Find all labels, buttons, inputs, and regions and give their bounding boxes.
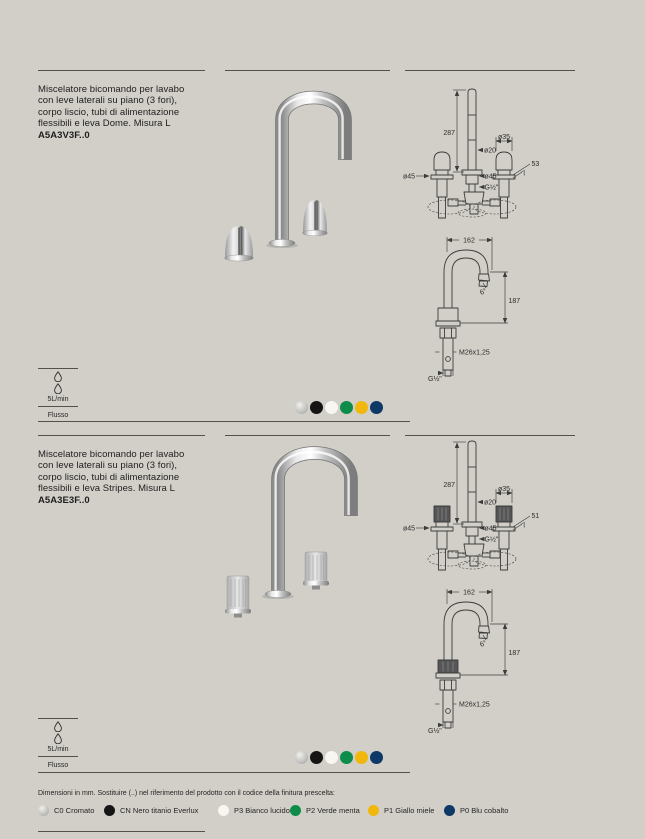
legend-label: P1 Giallo miele [384,806,435,815]
dim-lever-top-diameter: ø35 [497,134,511,141]
product-description [38,449,218,506]
swatch-giallo-miele [355,401,368,414]
product-code: A5A3V3F..0 [38,130,90,142]
dim-supply-thread: G½" [484,536,499,544]
swatch-blu-cobalto [370,751,383,764]
description-line: con leve laterali su piano (3 fori), [38,460,178,472]
swatch-bianco-lucido [325,751,338,764]
dimensions-note: Dimensioni in mm. Sostituire (..) nel riferimento del prodotto con il codice della finitura prescelta: [38,790,335,797]
dim-total-height: 287 [443,482,455,489]
legend-item-nero-titanio [104,805,198,816]
water-drop-icons [38,369,78,394]
dim-lever-height: 51 [531,513,540,520]
product-description [38,84,218,141]
side-view-outline [436,602,490,728]
section-divider [38,421,410,422]
lever-left-stripes [225,576,251,618]
description-line: Miscelatore bicomando per lavabo [38,84,185,95]
legend-swatch-verde-menta [290,805,301,816]
lever-right-stripes [303,552,329,590]
dim-shank-thread: M26x1,25 [459,701,490,709]
swatch-cromato [295,401,308,414]
flow-rate-badge [38,718,78,769]
water-drop-icons [38,719,78,744]
swatch-giallo-miele [355,751,368,764]
flow-rate-value: 5L/min [47,746,69,753]
column-rule [38,435,205,436]
description-line: corpo liscio, tubi di alimentazione [38,471,180,483]
dim-spout-angle: 6° [478,287,488,297]
description-line: flessibili e leva Stripes. Misura L [38,482,175,494]
dim-spout-height: 187 [508,650,521,657]
description-line: flessibili e leva Dome. Misura L [38,117,171,129]
dim-spout-height: 187 [508,298,521,305]
swatch-cromato [295,751,308,764]
water-drop-icon [53,371,63,382]
legend-label: P2 Verde menta [306,806,360,815]
dim-spout-base-diameter: ø45 [484,173,497,181]
dim-bottom-thread: G½" [428,376,442,382]
lever-right-dome [303,200,328,236]
swatch-blu-cobalto [370,401,383,414]
legend-swatch-giallo-miele [368,805,379,816]
legend-item-verde-menta [290,805,360,816]
swatch-nero-titanio [310,751,323,764]
dim-lever-offset: 7 [521,169,528,178]
footer-rule [38,831,205,832]
product-code: A5A3E3F..0 [38,495,90,507]
finish-swatch-row [295,751,383,764]
finish-swatch-row [295,401,383,414]
legend-swatch-nero-titanio [104,805,115,816]
dim-lever-diameter: ø45 [403,173,416,181]
swatch-bianco-lucido [325,401,338,414]
dim-shank-thread: M26x1,25 [459,349,490,357]
column-rule [38,70,205,71]
legend-item-giallo-miele [368,805,434,816]
dim-supply-thread: G½" [484,184,499,192]
flex-hoses-dashed [428,552,516,569]
dim-total-height: 287 [443,130,455,137]
description-line: corpo liscio, tubi di alimentazione [38,106,180,118]
section-divider [38,772,410,773]
column-rule [405,70,575,71]
dim-spout-angle: 6° [478,639,488,649]
front-dimension-lines [416,90,530,187]
dim-spout-reach: 162 [463,237,475,245]
lever-left-dome [225,226,254,261]
dim-lever-diameter: ø45 [403,525,416,533]
front-view-outline [431,441,515,570]
side-dimension-labels [428,238,520,383]
legend-item-blu-cobalto [444,805,508,816]
legend-label: P0 Blu cobalto [460,806,509,815]
front-dimension-labels [403,130,539,192]
dim-bottom-thread: G½" [428,728,442,734]
legend-swatch-bianco-lucido [218,805,229,816]
legend-item-cromato [38,805,94,816]
product-photo-dome [222,80,394,264]
swatch-verde-menta [340,751,353,764]
dim-lever-offset: 7 [521,521,528,530]
legend-swatch-blu-cobalto [444,805,455,816]
dim-lever-top-diameter: ø35 [497,486,511,493]
swatch-nero-titanio [310,401,323,414]
side-view-outline [436,250,490,376]
flow-rate-value: 5L/min [47,396,69,403]
description-line: Miscelatore bicomando per lavabo [38,449,185,460]
flow-label: Flusso [47,412,69,419]
front-view-outline [431,89,515,218]
column-rule [225,70,390,71]
technical-drawing-stripes [402,432,577,734]
dim-spout-diameter: ø20 [484,147,497,155]
flow-rate-badge [38,368,78,419]
legend-label: P3 Bianco lucido [234,806,290,815]
water-drop-icon [53,383,63,394]
front-dimension-labels [403,482,539,544]
legend-swatch-cromato [38,805,49,816]
technical-drawing-dome [402,80,577,382]
water-drop-icon [53,733,63,744]
water-drop-icon [53,721,63,732]
flow-label: Flusso [47,762,69,769]
legend-label: C0 Cromato [54,806,95,815]
swatch-verde-menta [340,401,353,414]
product-photo-stripes [222,432,394,624]
dim-spout-reach: 162 [463,589,475,597]
dim-spout-diameter: ø20 [484,499,497,507]
legend-item-bianco-lucido [218,805,290,816]
dim-lever-height: 53 [531,161,540,168]
front-dimension-lines [416,442,530,539]
dim-spout-base-diameter: ø45 [484,525,497,533]
description-line: con leve laterali su piano (3 fori), [38,95,178,107]
legend-label: CN Nero titanio Everlux [120,806,199,815]
